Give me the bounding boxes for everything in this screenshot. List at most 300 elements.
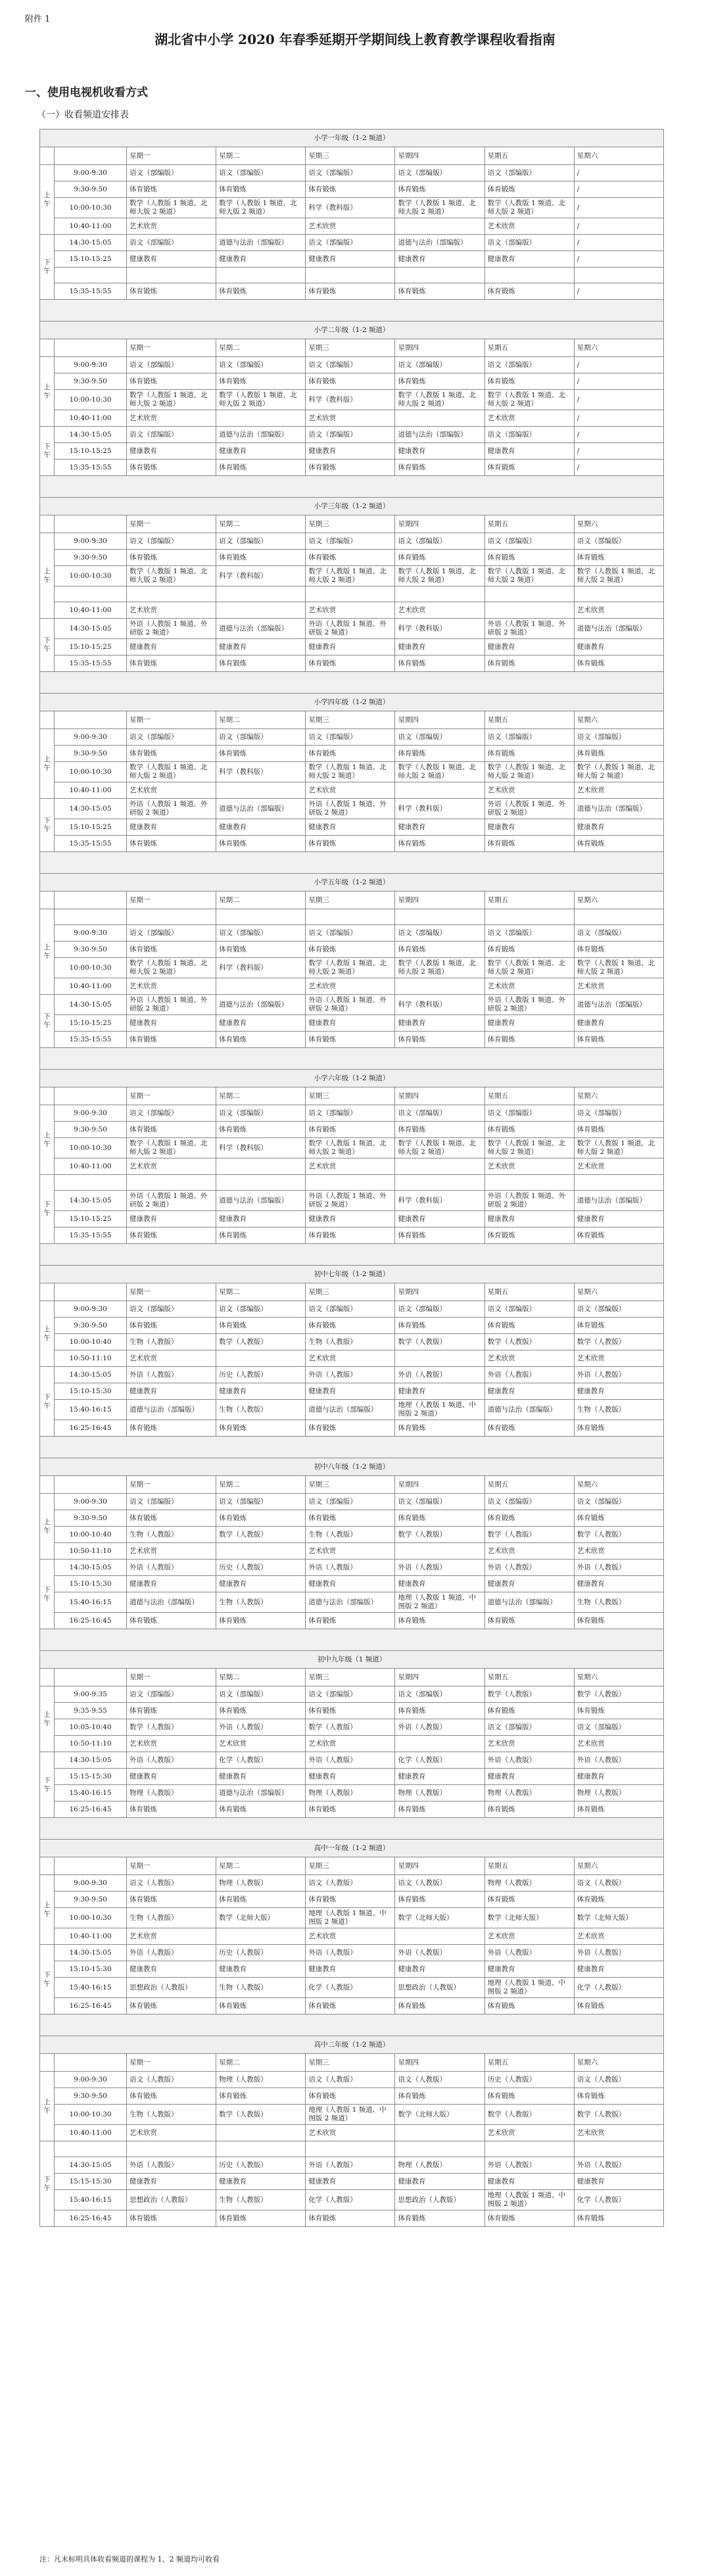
table-row (40, 390, 664, 410)
course-cell: 体育锻炼 (306, 1998, 395, 2015)
weekday-header: 星期一 (127, 147, 216, 165)
course-cell: 道德与法治（部编版） (216, 995, 306, 1015)
course-cell: 体育锻炼 (306, 1892, 395, 1908)
table-row (40, 1785, 664, 1801)
time-slot: 10:40-11:00 (55, 1928, 127, 1945)
time-slot: 15:10-15:25 (55, 1211, 127, 1228)
course-cell: 生物（人教版） (216, 1592, 306, 1613)
course-cell: 健康教育 (395, 251, 485, 268)
course-cell: 体育锻炼 (306, 1510, 395, 1527)
course-cell: 物理（人教版） (395, 2157, 485, 2174)
course-cell: 语文（部编版） (127, 1105, 216, 1122)
course-cell: 语文（部编版） (395, 925, 485, 942)
course-cell: 体育锻炼 (395, 1032, 485, 1048)
course-cell: 体育锻炼 (395, 1703, 485, 1719)
course-cell: 生物（人教版） (216, 2190, 306, 2210)
time-slot: 10:40-11:00 (55, 978, 127, 995)
course-cell: 体育锻炼 (306, 460, 395, 476)
weekday-header: 星期六 (574, 2054, 663, 2072)
course-cell: 数学（人教版 1 频道、北师大版 2 频道） (127, 762, 216, 782)
course-cell: 健康教育 (306, 1961, 395, 1978)
course-cell: 体育锻炼 (574, 942, 663, 958)
course-cell: 体育锻炼 (306, 181, 395, 198)
course-cell: 体育锻炼 (306, 550, 395, 566)
course-cell: 道德与法治（部编版） (306, 1592, 395, 1613)
course-cell: 生物（人教版） (127, 1908, 216, 1928)
course-cell: 数学（人教版 1 频道、北师大版 2 频道） (395, 1138, 485, 1158)
course-cell: 语文（部编版） (574, 925, 663, 942)
course-cell: 体育锻炼 (574, 1613, 663, 1629)
course-cell: 数学（人教版） (216, 2105, 306, 2125)
weekday-header: 星期六 (574, 1087, 663, 1105)
weekday-header: 星期一 (127, 2054, 216, 2072)
weekday-header: 星期二 (216, 1087, 306, 1105)
course-cell: 生物（人教版） (127, 1527, 216, 1543)
time-slot: 15:10-15:25 (55, 1015, 127, 1032)
course-cell: 健康教育 (127, 819, 216, 836)
time-slot: 10:05-10:40 (55, 1719, 127, 1736)
course-cell (216, 782, 306, 799)
course-cell: 健康教育 (127, 1211, 216, 1228)
course-cell: 艺术欣赏 (574, 1928, 663, 1945)
table-row (40, 357, 664, 373)
grade-title: 小学六年级（1-2 频道） (40, 1070, 664, 1087)
weekday-header: 星期三 (306, 1283, 395, 1301)
weekday-header: 星期二 (216, 339, 306, 357)
course-cell: 外语（人教版 1 频道、外研版 2 频道） (127, 799, 216, 819)
course-cell: 外语（人教版） (485, 2157, 574, 2174)
course-cell: 体育锻炼 (485, 1703, 574, 1719)
course-cell: 外语（人教版） (395, 1945, 485, 1961)
weekday-header: 星期五 (485, 339, 574, 357)
course-cell: 健康教育 (395, 819, 485, 836)
header-blank (55, 1087, 127, 1105)
course-cell: 生物（人教版） (574, 1400, 663, 1420)
course-cell: 思想政治（人教版） (127, 1978, 216, 1998)
time-slot: 9:30-9:50 (55, 942, 127, 958)
course-cell: 语文（部编版） (574, 1719, 663, 1736)
course-cell: 物理（人教版） (216, 1875, 306, 1892)
course-cell (485, 602, 574, 619)
course-cell: 健康教育 (574, 819, 663, 836)
grade-title: 小学一年级（1-2 频道） (40, 130, 664, 147)
time-slot: 9:30-9:50 (55, 1510, 127, 1527)
time-slot: 9:00-9:30 (55, 165, 127, 181)
grade-title: 高中二年级（1-2 频道） (40, 2036, 664, 2054)
course-cell: 科学（教科版） (395, 995, 485, 1015)
course-cell: 化学（人教版） (306, 2190, 395, 2210)
table-row (40, 1318, 664, 1334)
table-separator (39, 1437, 664, 1458)
course-cell: 健康教育 (216, 1383, 306, 1400)
time-slot: 9:00-9:30 (55, 1875, 127, 1892)
time-slot: 15:15-15:30 (55, 1769, 127, 1785)
course-cell: 健康教育 (485, 1211, 574, 1228)
course-cell: 健康教育 (216, 819, 306, 836)
weekday-header: 星期四 (395, 711, 485, 729)
table-row (40, 1576, 664, 1592)
course-cell: 外语（人教版 1 频道、外研版 2 频道） (306, 799, 395, 819)
time-slot: 16:25-16:45 (55, 2210, 127, 2227)
course-cell: 道德与法治（部编版） (574, 799, 663, 819)
table-row (40, 1383, 664, 1400)
course-cell (216, 268, 306, 283)
course-cell: 健康教育 (306, 1576, 395, 1592)
course-cell: 外语（人教版） (395, 1719, 485, 1736)
table-row (40, 1032, 664, 1048)
time-slot: 15:10-15:25 (55, 251, 127, 268)
course-cell: 体育锻炼 (216, 1510, 306, 1527)
course-cell: 体育锻炼 (574, 1801, 663, 1818)
course-cell: 体育锻炼 (216, 1420, 306, 1437)
course-cell: 语文（人教版） (306, 2072, 395, 2088)
course-cell: 健康教育 (574, 1015, 663, 1032)
course-cell: 语文（部编版） (485, 925, 574, 942)
course-cell: 体育锻炼 (306, 283, 395, 300)
table-row (40, 995, 664, 1015)
time-slot: 16:25-16:45 (55, 1998, 127, 2015)
course-cell: 语文（部编版） (127, 1686, 216, 1703)
grade-schedule-table (39, 497, 664, 672)
course-cell: 地理（人教版 1 频道、中图版 2 频道） (485, 2190, 574, 2210)
table-row (40, 218, 664, 235)
table-separator (39, 1818, 664, 1839)
course-cell: 语文（人教版） (306, 1875, 395, 1892)
course-cell: 体育锻炼 (574, 656, 663, 672)
table-row (40, 1175, 664, 1191)
weekday-header: 星期三 (306, 147, 395, 165)
table-row (40, 1908, 664, 1928)
course-cell: 体育锻炼 (216, 181, 306, 198)
table-row (40, 656, 664, 672)
course-cell: 体育锻炼 (127, 746, 216, 762)
table-row (40, 836, 664, 852)
course-cell (574, 909, 663, 925)
time-slot: 10:40-11:00 (55, 410, 127, 427)
course-cell: 体育锻炼 (395, 1122, 485, 1138)
time-slot: 9:30-9:50 (55, 746, 127, 762)
header-blank (40, 1283, 55, 1301)
weekday-header: 星期三 (306, 1476, 395, 1494)
time-slot: 14:30-15:05 (55, 1191, 127, 1211)
course-cell: 艺术欣赏 (127, 1350, 216, 1367)
course-cell: 道德与法治（部编版） (485, 1592, 574, 1613)
weekday-header: 星期六 (574, 147, 663, 165)
course-cell: 数学（人教版） (485, 1334, 574, 1350)
course-cell (216, 1175, 306, 1191)
time-slot: 14:30-15:05 (55, 235, 127, 251)
course-cell: 体育锻炼 (485, 181, 574, 198)
course-cell: 思想政治（人教版） (395, 1978, 485, 1998)
time-slot: 9:00-9:30 (55, 1105, 127, 1122)
course-cell: 体育锻炼 (574, 1318, 663, 1334)
session-label: 下午 (40, 427, 55, 476)
weekday-header: 星期四 (395, 515, 485, 533)
course-cell: 健康教育 (306, 1015, 395, 1032)
course-cell (395, 410, 485, 427)
course-cell: 健康教育 (485, 1383, 574, 1400)
time-slot: 10:00-10:30 (55, 762, 127, 782)
course-cell: 语文（部编版） (485, 533, 574, 550)
table-row (40, 533, 664, 550)
header-blank (40, 515, 55, 533)
course-cell (395, 268, 485, 283)
table-row (40, 586, 664, 602)
course-cell (485, 2141, 574, 2157)
weekday-header: 星期五 (485, 147, 574, 165)
table-row (40, 1228, 664, 1244)
course-cell: 艺术欣赏 (306, 1543, 395, 1560)
course-cell (485, 1175, 574, 1191)
course-cell: 健康教育 (216, 1961, 306, 1978)
table-row (40, 1527, 664, 1543)
weekday-header: 星期五 (485, 2054, 574, 2072)
course-cell: 数学（人教版 1 频道、北师大版 2 频道） (574, 958, 663, 978)
course-cell: 体育锻炼 (216, 1228, 306, 1244)
header-blank (55, 1857, 127, 1875)
course-cell: 艺术欣赏 (306, 1350, 395, 1367)
course-cell: 语文（部编版） (306, 235, 395, 251)
course-cell: 语文（部编版） (395, 533, 485, 550)
course-cell: 艺术欣赏 (485, 1928, 574, 1945)
course-cell: 体育锻炼 (127, 1122, 216, 1138)
table-row (40, 1122, 664, 1138)
table-row (40, 619, 664, 639)
course-cell: 语文（部编版） (306, 165, 395, 181)
time-slot: 15:10-15:25 (55, 639, 127, 656)
course-cell: 健康教育 (574, 2174, 663, 2190)
course-cell: 外语（人教版） (306, 1367, 395, 1383)
grade-schedule-table (39, 693, 664, 852)
session-label: 上午 (40, 2072, 55, 2141)
header-blank (55, 339, 127, 357)
course-cell: 艺术欣赏 (485, 978, 574, 995)
time-slot: 9:00-9:30 (55, 729, 127, 746)
session-label: 上午 (40, 1686, 55, 1752)
time-slot: 10:40-11:00 (55, 602, 127, 619)
course-cell: 体育锻炼 (216, 283, 306, 300)
course-cell: 道德与法治（部编版） (216, 619, 306, 639)
course-cell: 艺术欣赏 (485, 410, 574, 427)
course-cell: 体育锻炼 (306, 656, 395, 672)
weekday-header: 星期一 (127, 515, 216, 533)
course-cell: 体育锻炼 (395, 746, 485, 762)
course-cell: / (574, 460, 663, 476)
grade-title: 高中一年级（1-2 频道） (40, 1840, 664, 1857)
course-cell (395, 2141, 485, 2157)
table-row (40, 1592, 664, 1613)
time-slot: 9:00-9:30 (55, 357, 127, 373)
course-cell (216, 1158, 306, 1175)
course-cell: / (574, 181, 663, 198)
course-cell: 体育锻炼 (127, 1318, 216, 1334)
course-cell: 体育锻炼 (485, 1032, 574, 1048)
table-row (40, 1961, 664, 1978)
course-cell: 语文（人教版） (574, 2072, 663, 2088)
grade-title: 小学四年级（1-2 频道） (40, 694, 664, 711)
course-cell: 艺术欣赏 (127, 1543, 216, 1560)
course-cell: / (574, 198, 663, 218)
session-label: 上午 (40, 729, 55, 799)
table-row (40, 746, 664, 762)
course-cell: 艺术欣赏 (306, 218, 395, 235)
course-cell: 体育锻炼 (395, 2210, 485, 2227)
grade-title: 初中八年级（1-2 频道） (40, 1458, 664, 1476)
time-slot: 9:00-9:30 (55, 533, 127, 550)
course-cell: 艺术欣赏 (485, 1543, 574, 1560)
course-cell: 语文（部编版） (216, 1301, 306, 1318)
course-cell: 数学（人教版） (127, 1719, 216, 1736)
grade-schedule-table (39, 1069, 664, 1244)
grade-title: 小学二年级（1-2 频道） (40, 322, 664, 339)
course-cell: 化学（人教版） (574, 1978, 663, 1998)
time-slot: 10:40-11:00 (55, 1158, 127, 1175)
page-title: 湖北省中小学 2020 年春季延期开学期间线上教育教学课程收看指南 (154, 32, 556, 47)
course-cell: 艺术欣赏 (127, 2125, 216, 2141)
course-cell: 艺术欣赏 (574, 1736, 663, 1752)
course-cell (216, 2125, 306, 2141)
header-blank (55, 2054, 127, 2072)
weekday-header: 星期三 (306, 711, 395, 729)
course-cell: / (574, 410, 663, 427)
course-cell (485, 586, 574, 602)
weekday-header-row (40, 1857, 664, 1875)
time-slot: 9:00-9:35 (55, 1686, 127, 1703)
course-cell: 数学（人教版 1 频道、北师大版 2 频道） (395, 958, 485, 978)
course-cell: 语文（人教版） (574, 1875, 663, 1892)
course-cell: 道德与法治（部编版） (216, 1191, 306, 1211)
course-cell: 体育锻炼 (574, 1998, 663, 2015)
footnote: 注：凡未标明具体收看频道的课程为 1、2 频道均可收看 (39, 2555, 220, 2564)
course-cell: 地理（人教版 1 频道、中图版 2 频道） (395, 1400, 485, 1420)
course-cell: 艺术欣赏 (485, 2125, 574, 2141)
course-cell: / (574, 390, 663, 410)
course-cell (574, 2141, 663, 2157)
course-cell: 体育锻炼 (485, 2088, 574, 2105)
course-cell: 健康教育 (127, 1769, 216, 1785)
course-cell: 艺术欣赏 (306, 1928, 395, 1945)
time-slot: 15:10-15:30 (55, 1961, 127, 1978)
course-cell: 外语（人教版 1 频道、外研版 2 频道） (485, 619, 574, 639)
weekday-header: 星期三 (306, 2054, 395, 2072)
course-cell: 外语（人教版） (485, 1560, 574, 1576)
course-cell: 健康教育 (574, 639, 663, 656)
course-cell: 艺术欣赏 (574, 2125, 663, 2141)
table-row (40, 729, 664, 746)
course-cell: 艺术欣赏 (306, 978, 395, 995)
course-cell: 数学（北师大版） (485, 1908, 574, 1928)
course-cell: 健康教育 (395, 1961, 485, 1978)
course-cell: 体育锻炼 (306, 1122, 395, 1138)
course-cell: 体育锻炼 (574, 1122, 663, 1138)
course-cell: 生物（人教版） (216, 1978, 306, 1998)
weekday-header: 星期一 (127, 1087, 216, 1105)
course-cell: 体育锻炼 (127, 1420, 216, 1437)
attachment-label: 附件 1 (25, 14, 51, 24)
weekday-header: 星期三 (306, 892, 395, 909)
course-cell: 艺术欣赏 (574, 1543, 663, 1560)
time-slot: 14:30-15:05 (55, 799, 127, 819)
course-cell: 数学（人教版） (395, 1527, 485, 1543)
course-cell: 体育锻炼 (127, 1703, 216, 1719)
session-label: 上午 (40, 909, 55, 995)
table-row (40, 762, 664, 782)
course-cell: 地理（人教版 1 频道、中图版 2 频道） (485, 1978, 574, 1998)
time-slot: 16:25-16:45 (55, 1613, 127, 1629)
time-slot: 10:40-11:00 (55, 218, 127, 235)
course-cell: 体育锻炼 (485, 460, 574, 476)
course-cell: 体育锻炼 (306, 2088, 395, 2105)
course-cell: 体育锻炼 (395, 836, 485, 852)
course-cell: 健康教育 (485, 819, 574, 836)
course-cell: 数学（人教版 1 频道、北师大版 2 频道） (485, 762, 574, 782)
table-row (40, 799, 664, 819)
course-cell: 外语（人教版） (306, 1560, 395, 1576)
table-row (40, 2141, 664, 2157)
course-cell: 体育锻炼 (216, 1703, 306, 1719)
course-cell: 健康教育 (216, 1015, 306, 1032)
course-cell: 健康教育 (485, 443, 574, 460)
time-slot: 10:00-10:40 (55, 1527, 127, 1543)
course-cell: 体育锻炼 (216, 460, 306, 476)
weekday-header: 星期三 (306, 1857, 395, 1875)
course-cell: 思想政治（人教版） (395, 2190, 485, 2210)
table-separator (39, 1629, 664, 1650)
weekday-header: 星期六 (574, 1669, 663, 1686)
course-cell (574, 268, 663, 283)
course-cell: 体育锻炼 (485, 1228, 574, 1244)
time-slot: 15:10-15:25 (55, 443, 127, 460)
time-slot: 14:30-15:05 (55, 2157, 127, 2174)
table-row (40, 373, 664, 390)
course-cell: 体育锻炼 (127, 1510, 216, 1527)
table-row (40, 1752, 664, 1769)
course-cell: 语文（部编版） (306, 1686, 395, 1703)
course-cell: / (574, 373, 663, 390)
time-slot (55, 2141, 127, 2157)
weekday-header: 星期四 (395, 892, 485, 909)
course-cell: 体育锻炼 (306, 1420, 395, 1437)
time-slot: 14:30-15:05 (55, 1367, 127, 1383)
course-cell: 健康教育 (395, 639, 485, 656)
course-cell: 物理（人教版） (127, 1785, 216, 1801)
course-cell (127, 909, 216, 925)
course-cell (395, 978, 485, 995)
course-cell (306, 909, 395, 925)
weekday-header: 星期四 (395, 1283, 485, 1301)
weekday-header: 星期一 (127, 1476, 216, 1494)
course-cell: 数学（人教版 1 频道、北师大版 2 频道） (306, 762, 395, 782)
session-label: 上午 (40, 1494, 55, 1560)
table-row (40, 819, 664, 836)
course-cell: 语文（部编版） (216, 1105, 306, 1122)
table-row (40, 2105, 664, 2125)
course-cell (395, 1543, 485, 1560)
course-cell: 道德与法治（部编版） (395, 427, 485, 443)
course-cell: 语文（人教版） (395, 1875, 485, 1892)
course-cell (216, 978, 306, 995)
weekday-header: 星期四 (395, 339, 485, 357)
course-cell: 健康教育 (127, 1961, 216, 1978)
course-cell: 健康教育 (485, 639, 574, 656)
course-cell: 外语（人教版） (127, 1752, 216, 1769)
course-cell: 生物（人教版） (127, 1334, 216, 1350)
weekday-header-row (40, 147, 664, 165)
course-cell: 体育锻炼 (216, 836, 306, 852)
header-blank (55, 711, 127, 729)
grade-title: 初中九年级（1 频道） (40, 1651, 664, 1669)
course-cell (216, 909, 306, 925)
